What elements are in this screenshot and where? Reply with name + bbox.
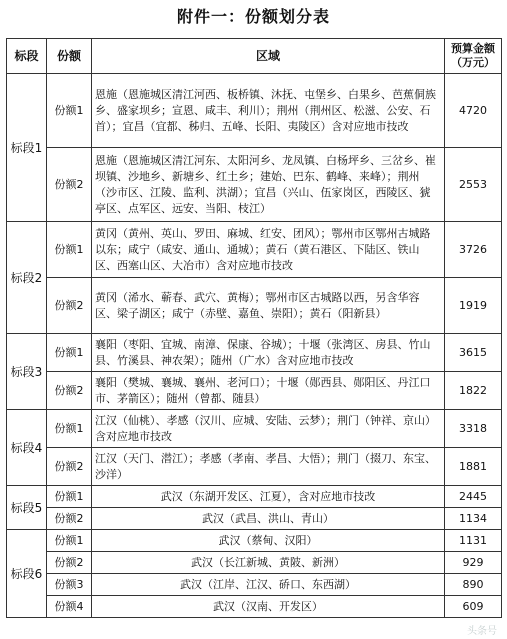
header-segment: 标段	[7, 39, 47, 74]
amount-cell: 3726	[445, 222, 502, 278]
share-cell: 份额3	[47, 574, 92, 596]
amount-cell: 1881	[445, 448, 502, 486]
segment-cell: 标段2	[7, 222, 47, 334]
share-cell: 份额1	[47, 74, 92, 148]
amount-cell: 4720	[445, 74, 502, 148]
table-row	[7, 372, 502, 410]
watermark: 头条号	[467, 626, 497, 637]
amount-cell: 609	[445, 596, 502, 618]
header-share: 份额	[47, 39, 92, 74]
amount-cell: 1822	[445, 372, 502, 410]
share-cell: 份额2	[47, 278, 92, 334]
amount-cell: 2445	[445, 486, 502, 508]
region-cell: 武汉（东湖开发区、江夏），含对应地市技改	[92, 486, 445, 508]
table-row	[7, 486, 502, 508]
amount-cell: 929	[445, 552, 502, 574]
table-row	[7, 530, 502, 552]
region-cell: 武汉（武昌、洪山、青山）	[92, 508, 445, 530]
amount-cell: 1131	[445, 530, 502, 552]
region-cell: 黄冈（黄州、英山、罗田、麻城、红安、团风）；鄂州市区鄂州古城路以东；咸宁（咸安、通山、通城）；黄石（黄石港区、下陆区、铁山区、西塞山区、大冶市）含对应地市技改	[92, 222, 445, 278]
segment-cell: 标段5	[7, 486, 47, 530]
region-cell: 武汉（汉南、开发区）	[92, 596, 445, 618]
share-cell: 份额2	[47, 448, 92, 486]
region-cell: 襄阳（枣阳、宜城、南漳、保康、谷城）；十堰（张湾区、房县、竹山县、竹溪县、神农架）；随州（广水）含对应地市技改	[92, 334, 445, 372]
region-cell: 恩施（恩施城区清江河东、太阳河乡、龙凤镇、白杨坪乡、三岔乡、崔坝镇、沙地乡、新塘乡、红土乡；建始、巴东、鹤峰、来峰）；荆州（沙市区、江陵、监利、洪湖）；宜昌（兴山、伍家岗区，西陵区、猇亭区、点军区、远安、当阳、枝江）	[92, 148, 445, 222]
share-cell: 份额2	[47, 148, 92, 222]
table-row	[7, 148, 502, 222]
table-row	[7, 508, 502, 530]
amount-cell: 1919	[445, 278, 502, 334]
document-title: 附件一：份额划分表	[176, 7, 330, 26]
table-row	[7, 278, 502, 334]
region-cell: 武汉（长江新城、黄陂、新洲）	[92, 552, 445, 574]
table-row	[7, 334, 502, 372]
share-cell: 份额4	[47, 596, 92, 618]
table-row	[7, 74, 502, 148]
segment-cell: 标段6	[7, 530, 47, 618]
share-cell: 份额2	[47, 372, 92, 410]
amount-cell: 1134	[445, 508, 502, 530]
share-cell: 份额1	[47, 222, 92, 278]
table-row	[7, 552, 502, 574]
region-cell: 江汉（天门、潜江）；孝感（孝南、孝昌、大悟）；荆门（掇刀、东宝、沙洋）	[92, 448, 445, 486]
region-cell: 江汉（仙桃）、孝感（汉川、应城、安陆、云梦）；荆门（钟祥、京山）含对应地市技改	[92, 410, 445, 448]
segment-cell: 标段3	[7, 334, 47, 410]
share-cell: 份额2	[47, 552, 92, 574]
share-cell: 份额2	[47, 508, 92, 530]
header-budget: 预算金额（万元）	[445, 39, 502, 74]
region-cell: 武汉（蔡甸、汉阳）	[92, 530, 445, 552]
share-cell: 份额1	[47, 410, 92, 448]
header-region: 区域	[92, 39, 445, 74]
region-cell: 襄阳（樊城、襄城、襄州、老河口）；十堰（郧西县、郧阳区、丹江口市、茅箭区）；随州（曾都、随县）	[92, 372, 445, 410]
segment-cell: 标段1	[7, 74, 47, 222]
amount-cell: 3615	[445, 334, 502, 372]
amount-cell: 3318	[445, 410, 502, 448]
region-cell: 恩施（恩施城区清江河西、板桥镇、沐抚、屯堡乡、白果乡、芭蕉侗族乡、盛家坝乡；宣恩、咸丰、利川）；荆州（荆州区、松滋、公安、石首）；宜昌（宜都、秭归、五峰、长阳、夷陵区）含对应地市技改	[92, 74, 445, 148]
share-allocation-table	[6, 38, 502, 618]
share-cell: 份额1	[47, 530, 92, 552]
share-cell: 份额1	[47, 486, 92, 508]
table-row	[7, 596, 502, 618]
table-row	[7, 574, 502, 596]
amount-cell: 2553	[445, 148, 502, 222]
table-header-row	[7, 39, 502, 74]
segment-cell: 标段4	[7, 410, 47, 486]
table-row	[7, 222, 502, 278]
share-cell: 份额1	[47, 334, 92, 372]
table-row	[7, 410, 502, 448]
region-cell: 黄冈（浠水、蕲春、武穴、黄梅）；鄂州市区古城路以西，另含华容区、梁子湖区；咸宁（赤壁、嘉鱼、崇阳）；黄石（阳新县）	[92, 278, 445, 334]
table-row	[7, 448, 502, 486]
amount-cell: 890	[445, 574, 502, 596]
region-cell: 武汉（江岸、江汉、硚口、东西湖）	[92, 574, 445, 596]
